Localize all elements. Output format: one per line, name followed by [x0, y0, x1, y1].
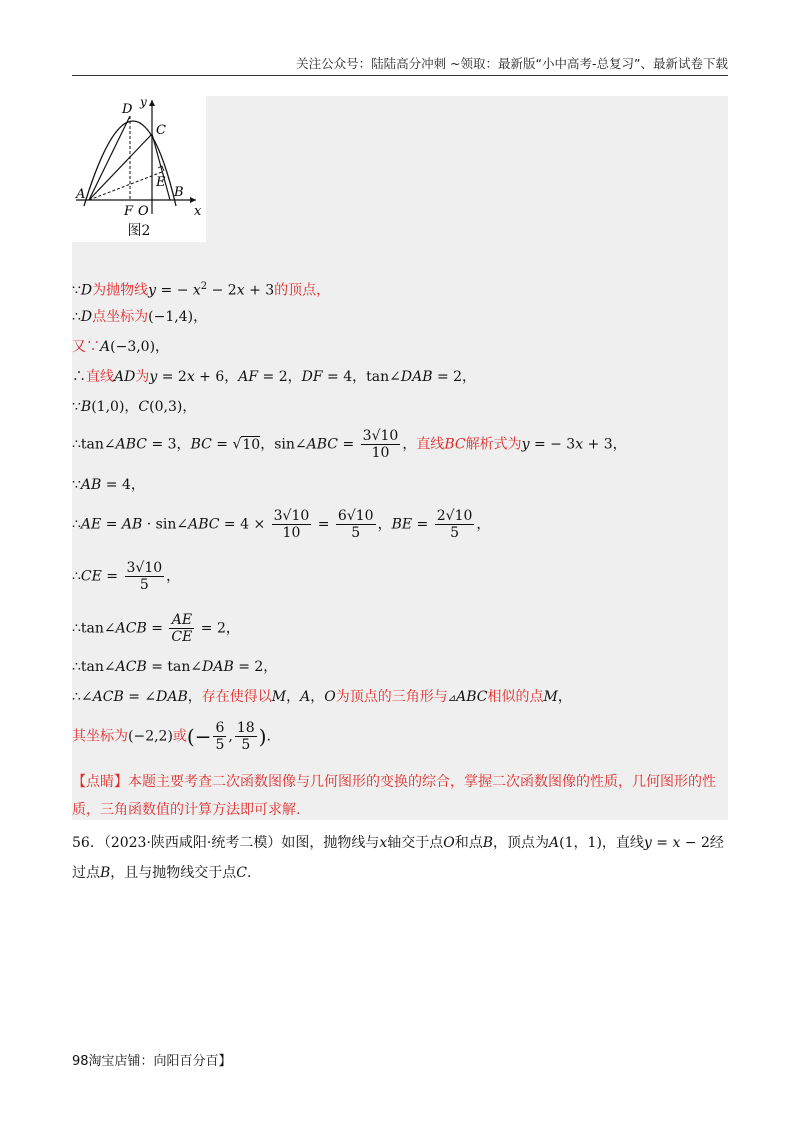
math: = — [146, 620, 168, 637]
because-symbol: ∵ — [72, 477, 81, 493]
var: x — [379, 835, 388, 851]
radicand: 10 — [242, 436, 261, 453]
var: AF — [238, 369, 259, 385]
math: = 4， — [322, 369, 367, 385]
text: 为顶点的三角形与 — [335, 689, 448, 705]
fraction — [125, 560, 165, 593]
var: x — [186, 369, 195, 385]
header-rule — [72, 75, 728, 76]
numerator: 6 — [215, 720, 225, 736]
math: tan∠ — [366, 369, 401, 385]
solution-line-9 — [72, 560, 180, 593]
text: 相似的点 — [487, 689, 544, 705]
therefore-symbol: ∴ — [72, 309, 81, 325]
solution-line-7 — [72, 474, 145, 496]
var: BE — [391, 516, 413, 533]
solution-line-12 — [72, 686, 572, 710]
math: = — [651, 835, 673, 851]
note-label: 【点睛】 — [72, 774, 128, 790]
coordinate: (−3,0) — [110, 339, 156, 355]
var: B — [100, 865, 111, 881]
math: = √ — [211, 436, 242, 453]
var: DAB — [202, 659, 234, 675]
exponent: 2 — [200, 281, 208, 292]
var: ACB — [115, 620, 147, 637]
text: 为抛物线 — [92, 282, 149, 299]
math: = tan∠ — [146, 659, 203, 675]
label-D: D — [122, 102, 133, 117]
var: C — [138, 399, 150, 415]
math: ∴tan∠ — [72, 620, 116, 637]
problem-source: （2023·陕西咸阳·统考二模） — [103, 835, 282, 851]
label-x: x — [194, 204, 202, 219]
punct: ， — [402, 436, 417, 453]
var: ACB — [115, 659, 147, 675]
label-C: C — [156, 123, 166, 138]
solution-line-6 — [72, 428, 627, 461]
fraction — [272, 508, 312, 541]
var: DF — [301, 369, 323, 385]
var: AB — [121, 516, 143, 533]
text: 如图，抛物线与 — [281, 835, 380, 851]
punct: ， — [476, 516, 491, 533]
numerator: AE — [169, 612, 194, 629]
math: = — [101, 568, 123, 585]
denominator: 5 — [139, 577, 149, 593]
text: 轴交于点 — [387, 835, 444, 851]
var: A — [300, 689, 311, 705]
math: = 2， — [233, 659, 278, 675]
coordinate: (−1,4) — [148, 309, 194, 325]
var: DAB — [400, 369, 433, 385]
coordinate: (1，1) — [559, 835, 602, 851]
var: CE — [80, 568, 102, 585]
figure-2 — [72, 96, 206, 242]
math: = — [313, 516, 334, 533]
fraction — [169, 612, 194, 645]
var: ABC — [115, 436, 148, 453]
punct: ， — [187, 689, 202, 705]
punct: . — [266, 728, 271, 745]
solution-line-2 — [72, 306, 207, 328]
var: x — [672, 835, 681, 851]
math: = 4 × — [219, 516, 270, 533]
text: 直线 — [416, 436, 445, 453]
paren: (− — [186, 724, 212, 749]
var: B — [80, 399, 92, 415]
solution-line-4 — [72, 366, 476, 388]
var: D — [80, 309, 93, 325]
punct: , — [228, 728, 233, 745]
numerator: 2√10 — [436, 508, 473, 524]
because-symbol: ∵ — [72, 282, 81, 299]
text: ，顶点为 — [493, 835, 550, 851]
solution-line-10 — [72, 612, 240, 645]
coordinate: (0,3) — [149, 399, 183, 415]
solution-line-13 — [72, 720, 271, 753]
var: y — [148, 282, 157, 299]
punct: ， — [182, 399, 197, 415]
math: = − 3 — [529, 436, 576, 453]
label-B: B — [174, 185, 184, 200]
numerator: 6√10 — [337, 508, 374, 524]
punct: ， — [557, 689, 572, 705]
var: C — [236, 865, 248, 881]
denominator: 5 — [351, 525, 361, 541]
var: x — [575, 436, 584, 453]
problem-number: 56． — [72, 835, 104, 851]
var: O — [324, 689, 336, 705]
math: = — [338, 436, 359, 453]
fraction — [336, 508, 376, 541]
var: x — [192, 282, 201, 299]
var: A — [100, 339, 111, 355]
note-text: 本题主要考查二次函数图像与几何图形的变换的综合，掌握二次函数图像的性质，几何图形的性质，三角函数值的计算方法即可求解. — [72, 774, 716, 818]
text: 点坐标为 — [92, 309, 149, 325]
var: AB — [80, 477, 102, 493]
text: 解析式为 — [465, 436, 522, 453]
math: + 6， — [194, 369, 239, 385]
math: = 2， — [196, 620, 240, 637]
punct: ， — [286, 689, 301, 705]
fraction — [435, 508, 475, 541]
var: AE — [80, 516, 102, 533]
numerator: 3√10 — [362, 428, 399, 444]
math: ∴tan∠ — [72, 659, 116, 675]
punct: ， — [155, 339, 170, 355]
numerator: 3√10 — [273, 508, 310, 524]
problem-56 — [72, 828, 728, 888]
denominator: CE — [171, 629, 193, 645]
denominator: 10 — [371, 445, 390, 461]
therefore-symbol: ∴ — [72, 516, 81, 533]
var: B — [482, 835, 494, 851]
text: − 2经过点 — [72, 835, 724, 881]
var: x — [236, 282, 245, 299]
punct: ， — [377, 516, 392, 533]
math: = 2 — [157, 369, 187, 385]
label-F: F — [124, 204, 134, 219]
punct: ， — [166, 568, 181, 585]
solution-line-5 — [72, 396, 196, 418]
var: M — [271, 689, 287, 705]
var: ABC — [188, 516, 220, 533]
punct: ， — [193, 309, 208, 325]
var: O — [443, 835, 455, 851]
math: = 2， — [258, 369, 302, 385]
punct: ， — [124, 399, 139, 415]
var: D — [80, 282, 93, 299]
text: 或 — [172, 728, 187, 745]
math: − 2 — [207, 282, 237, 299]
because-symbol: ∵ — [72, 399, 81, 415]
math: = — [101, 516, 122, 533]
var: ACB — [92, 689, 124, 705]
var: y — [149, 369, 158, 385]
math: + 3 — [244, 282, 275, 299]
var: y — [643, 835, 652, 851]
parabola-diagram — [72, 96, 206, 220]
figure-caption: 图2 — [127, 223, 151, 239]
math: ∴tan∠ — [72, 436, 116, 453]
text: 又∵ — [72, 339, 100, 355]
var: AD — [114, 369, 136, 385]
therefore-symbol: ∴ — [72, 568, 81, 585]
text: 存在使得以 — [201, 689, 272, 705]
page-header: 关注公众号：陆陆高分冲刺 ~领取：最新版“小中高考-总复习”、最新试卷下载 — [296, 56, 728, 71]
math: · sin∠ — [142, 516, 189, 533]
var: DAB — [156, 689, 188, 705]
solution-line-8 — [72, 508, 490, 541]
solution-line-1 — [72, 276, 330, 302]
numerator: 18 — [236, 720, 255, 736]
math: ，sin∠ — [260, 436, 307, 453]
var: y — [521, 436, 530, 453]
text: 为 — [135, 369, 150, 385]
math: = 3， — [147, 436, 191, 453]
coordinate: (1,0) — [91, 399, 125, 415]
math: ∴∠ — [72, 689, 93, 705]
text: 和点 — [454, 835, 483, 851]
text: ，直线 — [601, 835, 644, 851]
text: 其坐标为 — [72, 728, 128, 745]
text: 直线 — [86, 369, 114, 385]
coordinate: (−2,2) — [128, 728, 173, 745]
solution-line-3 — [72, 336, 169, 358]
fraction — [213, 720, 226, 753]
math: = ∠ — [123, 689, 157, 705]
var: BC — [190, 436, 212, 453]
math: = 4， — [101, 477, 145, 493]
denominator: 5 — [215, 737, 225, 753]
math: = — [412, 516, 433, 533]
text: 的顶点， — [274, 282, 331, 299]
denominator: 5 — [241, 737, 251, 753]
fraction — [361, 428, 401, 461]
label-E: E — [156, 175, 166, 190]
therefore-symbol: ∴ — [72, 369, 86, 385]
triangle-symbol: ⊿ — [447, 693, 457, 704]
label-y: y — [140, 96, 147, 109]
var: ABC — [456, 689, 488, 705]
solution-line-11 — [72, 656, 277, 678]
label-O: O — [138, 204, 149, 219]
var: M — [543, 689, 558, 705]
math: + 3， — [583, 436, 627, 453]
numerator: 3√10 — [126, 560, 163, 576]
var: BC — [444, 436, 466, 453]
punct: . — [247, 865, 252, 881]
punct: ， — [310, 689, 325, 705]
fraction — [235, 720, 257, 753]
key-point-note — [72, 768, 728, 824]
denominator: 10 — [282, 525, 301, 541]
math: = − — [156, 282, 193, 299]
label-A: A — [76, 187, 86, 202]
paren: ) — [258, 724, 267, 749]
page-footer: 98淘宝店铺：向阳百分百】 — [72, 1054, 232, 1069]
var: A — [549, 835, 560, 851]
math: = 2， — [432, 369, 477, 385]
text: ，且与抛物线交于点 — [110, 865, 237, 881]
denominator: 5 — [450, 525, 460, 541]
var: ABC — [306, 436, 339, 453]
